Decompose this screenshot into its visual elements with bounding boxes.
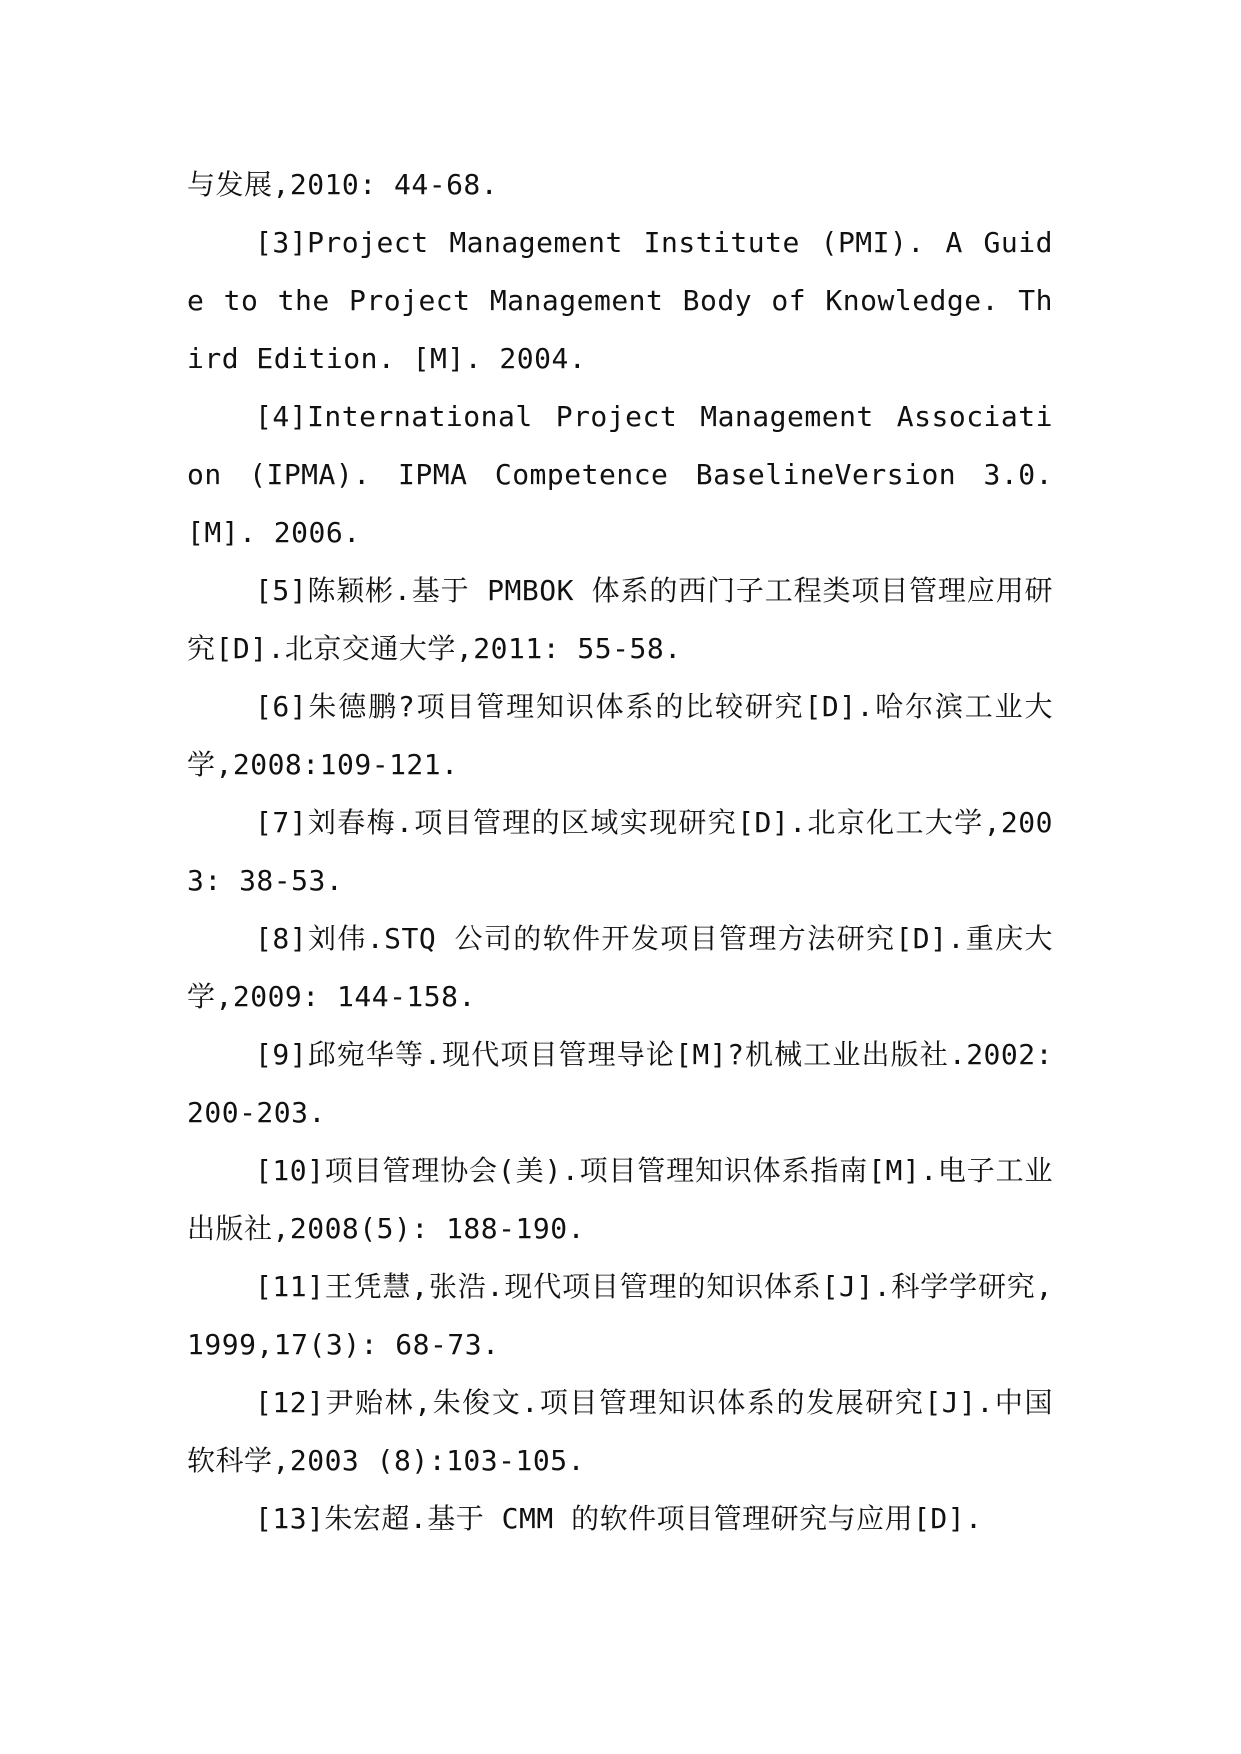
reference-item-11: [11]王凭慧,张浩.现代项目管理的知识体系[J].科学学研究,1999,17(3): 68-73. [187, 1270, 1053, 1361]
reference-item-10: [10]项目管理协会(美).项目管理知识体系指南[M].电子工业出版社,2008(5): 188-190. [187, 1154, 1053, 1245]
reference-item-5: [5]陈颖彬.基于 PMBOK 体系的西门子工程类项目管理应用研究[D].北京交通大学,2011: 55-58. [187, 574, 1053, 665]
reference-item-4: [4]International Project Management Association (IPMA). IPMA Competence BaselineVersion 3.0.[M]. 2006. [187, 400, 1053, 549]
reference-item-6: [6]朱德鹏?项目管理知识体系的比较研究[D].哈尔滨工业大学,2008:109-121. [187, 690, 1053, 781]
reference-item-8: [8]刘伟.STQ 公司的软件开发项目管理方法研究[D].重庆大学,2009: 144-158. [187, 922, 1053, 1013]
reference-item-13: [13]朱宏超.基于 CMM 的软件项目管理研究与应用[D]. [255, 1502, 983, 1535]
reference-list [187, 156, 1053, 1548]
reference-item-3: [3]Project Management Institute (PMI). A Guide to the Project Management Body of Knowledge. Third Edition. [M]. 2004. [187, 226, 1053, 375]
reference-item-9: [9]邱宛华等.现代项目管理导论[M]?机械工业出版社.2002:200-203. [187, 1038, 1053, 1129]
reference-continuation: 与发展,2010: 44-68. [187, 168, 499, 201]
reference-item-7: [7]刘春梅.项目管理的区域实现研究[D].北京化工大学,2003: 38-53. [187, 806, 1053, 897]
reference-item-12: [12]尹贻林,朱俊文.项目管理知识体系的发展研究[J].中国软科学,2003 (8):103-105. [187, 1386, 1053, 1477]
